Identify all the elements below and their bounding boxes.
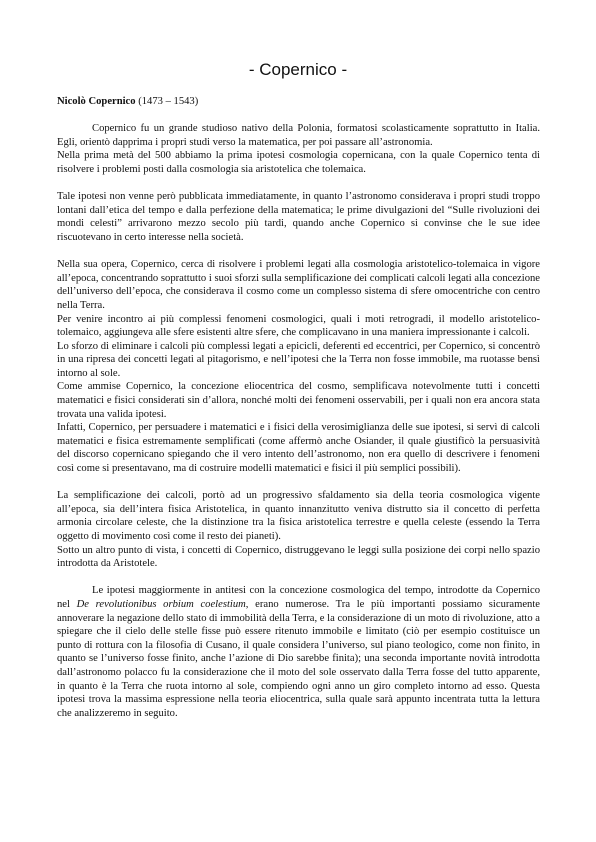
- paragraph: Copernico fu un grande studioso nativo della Polonia, formatosi scolasticamente soprattutto in Italia. Egli, orientò dapprima i propri studi verso la matematica, per poi passare all’astronomia.: [57, 123, 540, 148]
- paragraph: Infatti, Copernico, per persuadere i matematici e i fisici della verosimiglianza delle sue ipotesi, si servì di calcoli matematici e fisica estremamente semplificati (come affermò anche Osiander, il quale giustificò la persuasività del discorso copernicano spiegando che il vero intento dell’astronomo, non era quello di descrivere i fenomeni così come si presentavano, ma di costruire modelli matematici e fisici il più semplici possibili).: [57, 422, 540, 475]
- paragraph: Tale ipotesi non venne però pubblicata immediatamente, in quanto l’astronomo considerava i propri studi troppo lontani dall’etica del tempo e dalla perfezione della matematica; le prime divulgazioni del “Sulle rivoluzioni dei mondi celesti” arrivarono mezzo secolo più tardi, quando anche Copernico si convinse che le sue idee riscuotevano in certo interesse nella società.: [57, 191, 540, 243]
- paragraph-final: [57, 584, 540, 720]
- paragraph-text: , erano numerose. Tra le più importanti possiamo sicuramente annoverare la negazione dello stato di immobilità della Terra, e la considerazione di un moto di rivoluzione, atto a spiegare che il cielo delle stelle fisse può essere ritenuto immobile e limitato (ciò per esempio costituisce un punto di rottura con la filosofia di Cusano, il quale considera l’universo, sul piano teologico, come non finito, in quanto se l’universo fosse finito, anche l’azione di Dio sarebbe finita); una seconda importante novità introdotta dall’astronomo polacco fu la considerazione che il moto del sole osservato dalla Terra fosse del tutto apparente, in quanto è la Terra che ruota intorno al sole, compiendo ogni anno un giro completo intorno ad esso. Questa ipotesi trova la massima espressione nella teoria eliocentrica, sulla quale sarà appunto incentrata tutta la lettura che analizzeremo in seguito.: [57, 598, 540, 719]
- paragraph-text: Le ipotesi maggiormente in antitesi con la concezione cosmologica del tempo, introdotte da Copernico nel: [57, 585, 540, 610]
- author-dates: (1473 – 1543): [138, 96, 199, 107]
- paragraph: Lo sforzo di eliminare i calcoli più complessi legati a epicicli, deferenti ed eccentrici, per Copernico, si concentrò in una ripresa dei concetti legati al pitagorismo, e nell’ipotesi che la Terra non fosse immobile, ma ruotasse bensì intorno al sole.: [57, 340, 540, 379]
- paragraph: Nella prima metà del 500 abbiamo la prima ipotesi cosmologia copernicana, con la quale Copernico tenta di risolvere i problemi posti dalla cosmologia sia aristotelica che tolemaica.: [57, 150, 540, 175]
- author-name: Nicolò Copernico: [57, 96, 136, 107]
- book-title: De revolutionibus orbium coelestium: [76, 598, 246, 610]
- paragraph: La semplificazione dei calcoli, portò ad un progressivo sfaldamento sia della teoria cosmologica vigente all’epoca, sia dell’intera fisica Aristotelica, in quanto innanzitutto veniva distrutto sia il concetto di perfetta armonia circolare celeste, che la distinzione tra la fisica aristotelica terrestre e quella celeste (essendo la Terra oggetto di movimento così come il resto dei pianeti).: [57, 490, 540, 542]
- document-body: [57, 95, 540, 720]
- page-title: - Copernico -: [248, 60, 348, 79]
- paragraph: Per venire incontro ai più complessi fenomeni cosmologici, quali i moti retrogradi, il modello aristotelico-tolemaico, aggiungeva alle sfere esistenti altre sfere, che complicavano in una maniera impressionante i calcoli.: [57, 313, 540, 339]
- paragraph: Come ammise Copernico, la concezione eliocentrica del cosmo, semplificava notevolmente tutti i concetti matematici e fisici considerati sin d’allora, nonché molti dei fenomeni osservabili, per i quali non era ancora stata trovata una valida ipotesi.: [57, 381, 540, 420]
- paragraph: Sotto un altro punto di vista, i concetti di Copernico, distruggevano le leggi sulla posizione dei corpi nello spazio introdotta da Aristotele.: [57, 544, 540, 570]
- paragraph: Nella sua opera, Copernico, cerca di risolvere i problemi legati alla cosmologia aristotelico-tolemaica in vigore all’epoca, concentrando soprattutto i suoi sforzi sulla semplificazione dei complicati calcoli legati alla concezione dell’universo dell’epoca, che considerava il cosmo come un complesso sistema di sfere omocentriche con centro nella Terra.: [57, 259, 540, 311]
- author-line: [57, 95, 540, 109]
